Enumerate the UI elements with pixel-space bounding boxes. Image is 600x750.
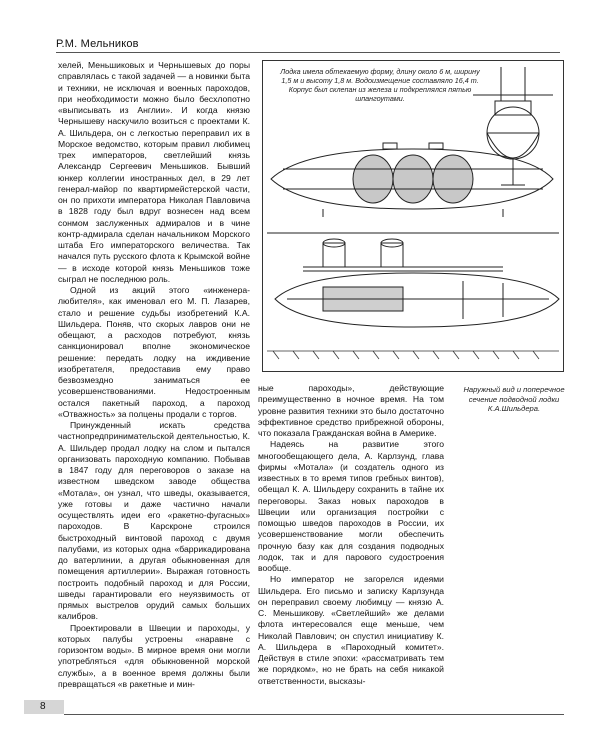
left-column-top	[58, 60, 250, 420]
paragraph: Одной из акций этого «инженера-любителя», как именовал его М. П. Лазарев, стало и решение судьбы изобретений К.А. Шильдера. Поняв, что скорых лавров они не обещают, а расходов потребуют, князь санкционировал вполне экономическое решение: передать лодку на иждивение изобретателя, предоставив ему право безвозмездно заниматься ее усовершенствованиями. Недостроенным остался пакетный пароход, а пароход «Отважность» за полцены продали с торгов.	[58, 285, 250, 419]
paragraph: Надеясь на развитие этого многообещающего дела, А. Карлзунд, глава фирмы «Мотала» (и создатель одного из известных в то время типов гребных винтов), обещал К. А. Шильдеру сохранить в тайне их переговоры. Заказ новых пароходов в Швеции или организация постройки с помощью шведов пароходов в России, их усовершенствование могли обеспечить прочную базу как для создания подводных лодок, так и для парового судостроения вообще.	[258, 439, 444, 573]
submarine-drawing	[263, 61, 563, 371]
header-divider	[56, 52, 560, 53]
submarine-illustration	[262, 60, 564, 372]
paragraph: Принужденный искать средства частнопредпринимательской деятельностью, К. А. Шильдер продал лодку на слом и пытался организовать пароходную компанию. Побывав в 1847 году для переговоров о заказе на известном шведском заводе общества «Мотала», он узнал, что шведы, оказывается, уже готовы и даже частично начали осуществлять идеи его «ракетно-фугасных» пароходов. В Карскроне строился быстроходный винтовой пароход с двумя палубами, из которых одна «баррикадирована до ватерлинии, а другая обыкновенная для помещения артиллерии». Выражая готовность построить подобный пароход и для России, шведы гарантировали его неуязвимость от прямых выстрелов орудий самых больших калибров.	[58, 420, 250, 622]
side-view-drawing	[271, 143, 553, 217]
figure-note: Лодка имела обтекаемую форму, длину около 6 м, ширину 1,5 м и высоту 1,8 м. Водоизмещение составляло 16,4 т. Корпус был склепан из железа и подкреплялся пятью шпангоутами.	[280, 67, 480, 103]
paragraph: Проектировали в Швеции и пароходы, у которых палубы устроены «наравне с горизонтом воды». В мирное время они могли употребляться «для обыкновенной морской службы», а в военное время должны были превращаться «в ракетные и мин-	[58, 622, 250, 689]
perspective-view-drawing	[267, 233, 559, 327]
running-title: Р.М. Мельников	[56, 38, 139, 50]
left-column-bottom	[58, 420, 250, 690]
footer-divider	[64, 714, 564, 715]
paragraph: хелей, Меньшиковых и Чернышевых до поры справлялась с такой задачей — а новинки быта и техники, не исключая и военных пароходов, при необходимости можно было бесхлопотно «выписывать из Англии». И когда князю Чернышеву наскучило возиться с проектами К. А. Шильдера, он с легкостью переправил их в Морское ведомство, которым правил любимец трех императоров, светлейший князь Александр Сергеевич Меньшиков. Бывший юнкер коллегии иностранных дел, в 29 лет генерал-майор по квартирмейстерской части, он по прихоти императора Николая Павловича в 1828 году был вдруг вознесен над всем сонмом заслуженных адмиралов и в чине контр-адмирала сделан начальником Морского штаба Его императорского величества. Так начался путь русского флота к Крымской войне — в исходе которой князь Меньшиков тоже сыграл не последнюю роль.	[58, 60, 250, 284]
paragraph: ные пароходы», действующие преимущественно в ночное время. На том уровне развития техники это было достаточно эффективное средство прибрежной обороны, что показала Гражданская война в Америке.	[258, 383, 444, 438]
right-column	[258, 383, 444, 687]
page-number: 8	[40, 701, 46, 712]
figure-caption: Наружный вид и поперечное сечение подводной лодки К.А.Шильдера.	[463, 385, 565, 413]
cross-section-drawing	[473, 67, 553, 185]
paragraph: Но император не загорелся идеями Шильдера. Его письмо и записку Карлзунда он переправил своему любимцу — князю А. С. Меньшикову. «Светлейший» же делами флота интересовался еще меньше, чем Николай Павлович; он спустил инициативу К. А. Шильдера в «Пароходный комитет». Действуя в стиле эпохи: «рассматривать тем же порядком», но не брать на себя никакой ответственности, высказы-	[258, 574, 444, 686]
seabed-hatching	[267, 351, 559, 359]
